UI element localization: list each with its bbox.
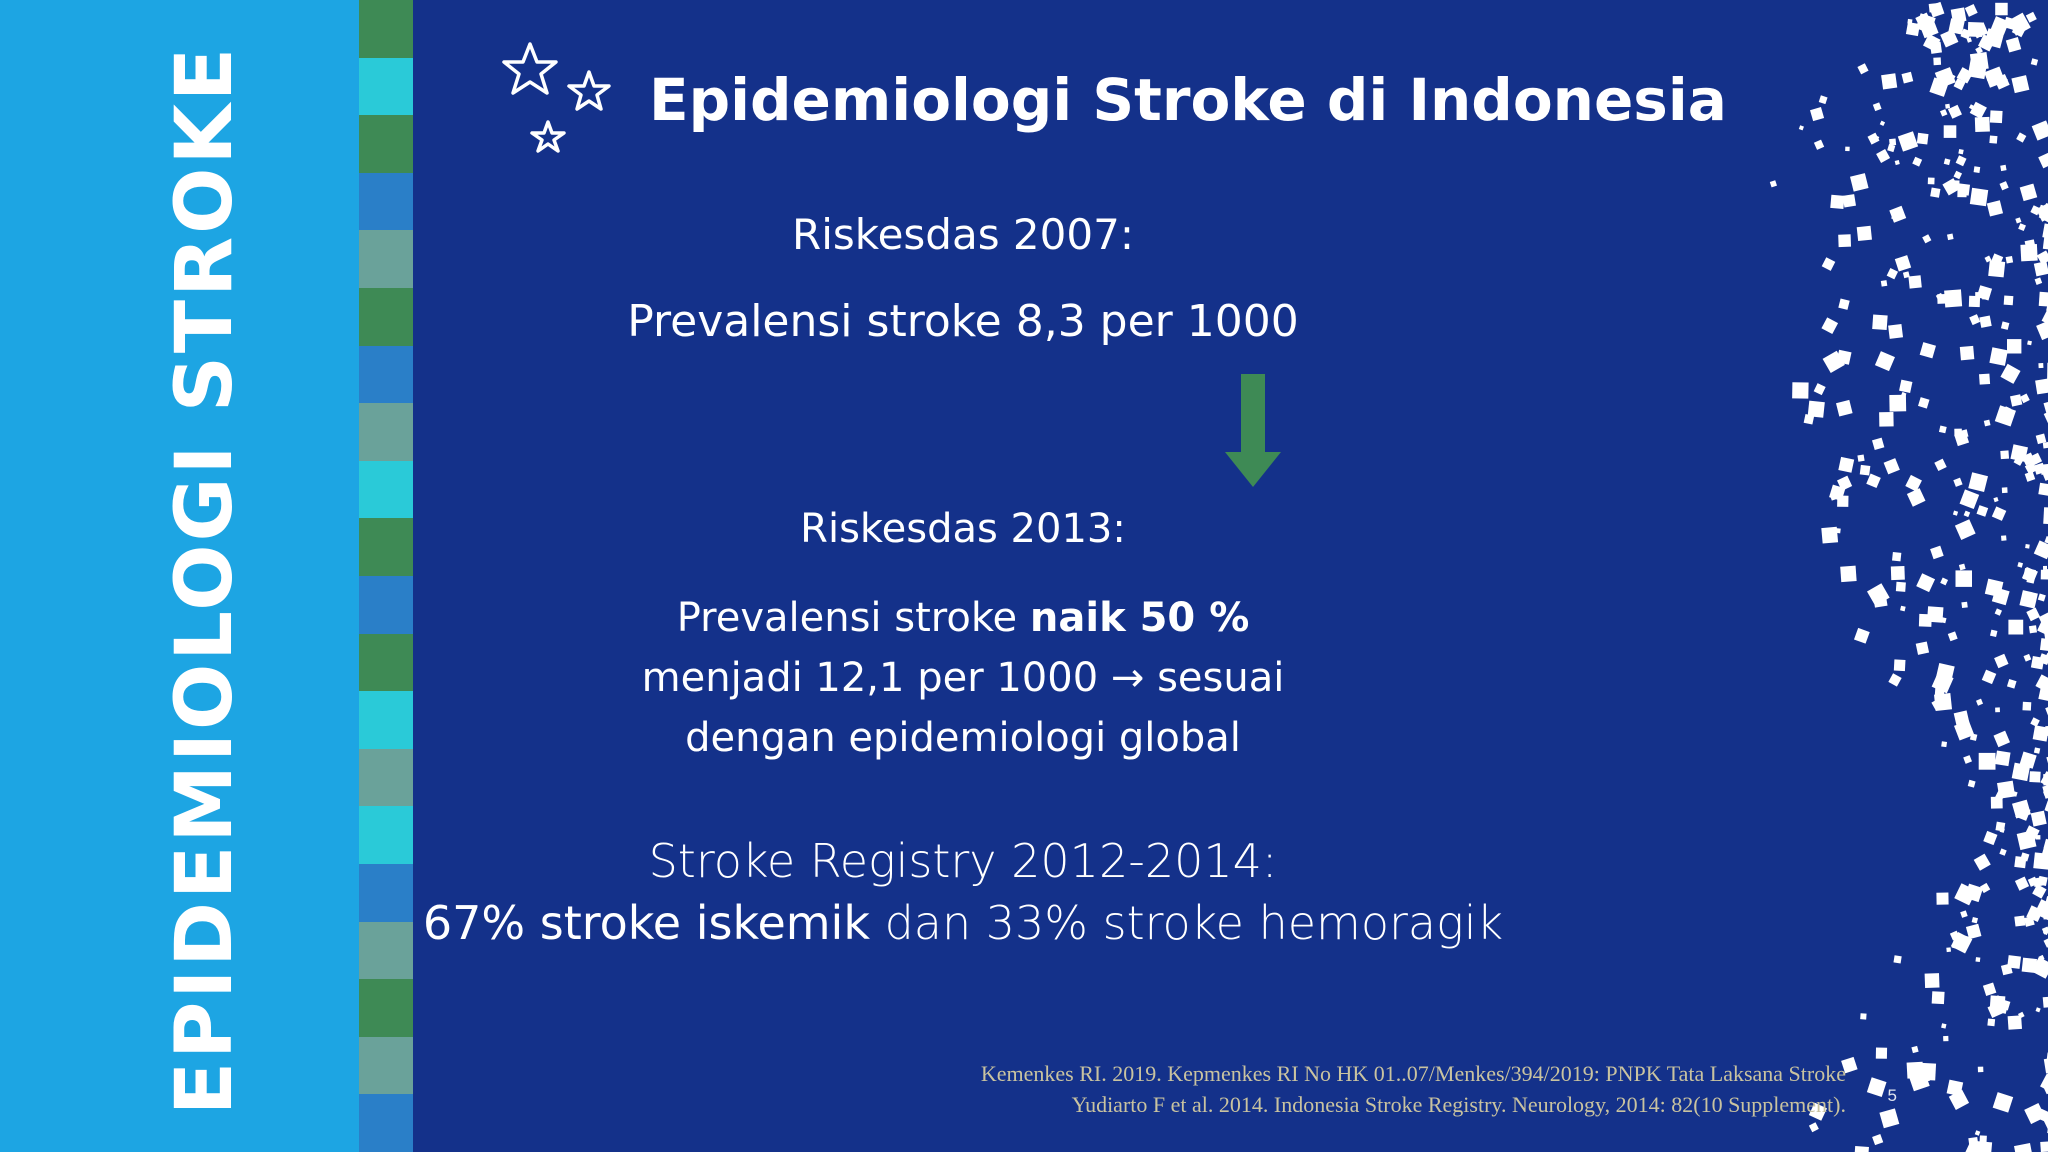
confetti-square <box>2010 394 2022 406</box>
confetti-square <box>1947 1080 1964 1097</box>
riskesdas-2007-heading: Riskesdas 2007: <box>792 210 1134 259</box>
confetti-square <box>1879 412 1894 427</box>
stars-icon <box>493 38 633 168</box>
confetti-square <box>2025 239 2036 250</box>
confetti-square <box>2033 725 2048 741</box>
confetti-square <box>1930 42 1942 54</box>
confetti-square <box>1994 731 2011 748</box>
confetti-square <box>1964 511 1971 518</box>
confetti-square <box>1838 457 1854 473</box>
confetti-square <box>1958 183 1970 195</box>
confetti-square <box>1989 347 2008 366</box>
confetti-square <box>2040 771 2048 788</box>
confetti-square <box>1975 117 1990 132</box>
confetti-square <box>1940 578 1948 586</box>
references <box>981 1058 1846 1120</box>
confetti-square <box>2000 181 2009 190</box>
confetti-square <box>1879 1108 1899 1128</box>
confetti-square <box>1995 751 2011 767</box>
confetti-square <box>1925 973 1940 988</box>
strip-segment <box>359 288 413 346</box>
confetti-square <box>1932 991 1945 1004</box>
confetti-square <box>1868 133 1880 145</box>
confetti-square <box>1974 166 1981 173</box>
confetti-square <box>1891 566 1905 580</box>
confetti-square <box>1947 234 1954 241</box>
page-number: 5 <box>1887 1086 1897 1105</box>
confetti-square <box>2000 450 2009 459</box>
confetti-square <box>1888 324 1903 339</box>
confetti-square <box>1990 630 1997 637</box>
confetti-square <box>1876 149 1890 163</box>
confetti-square <box>1838 299 1849 310</box>
confetti-square <box>1989 136 1997 144</box>
confetti-square <box>2035 378 2048 394</box>
confetti-square <box>1880 121 1885 126</box>
confetti-square <box>1968 1137 1978 1147</box>
confetti-square <box>1792 382 1808 398</box>
confetti-square <box>1946 947 1951 952</box>
confetti-square <box>2011 75 2029 93</box>
strip-segment <box>359 461 413 519</box>
confetti-square <box>1974 854 1991 871</box>
confetti-square <box>1836 400 1853 417</box>
confetti-square <box>1993 1092 2014 1113</box>
confetti-square <box>2040 1141 2048 1152</box>
confetti-square <box>1920 342 1936 358</box>
confetti-square <box>1995 608 2002 615</box>
confetti-square <box>1953 511 1958 516</box>
confetti-square <box>1814 383 1826 395</box>
confetti-square <box>1922 234 1931 243</box>
confetti-square <box>1990 110 2003 123</box>
confetti-square <box>1940 109 1947 116</box>
confetti-square <box>1907 488 1926 507</box>
confetti-square <box>1948 105 1962 119</box>
confetti-square <box>1975 957 1980 962</box>
strip-segment <box>359 576 413 634</box>
confetti-square <box>2016 132 2026 142</box>
color-strip <box>359 0 413 1152</box>
strip-segment <box>359 0 413 58</box>
confetti-square <box>1814 140 1824 150</box>
confetti-square <box>2043 566 2047 570</box>
confetti-square <box>1972 917 1978 923</box>
confetti-square <box>1933 57 1941 65</box>
prevalence-2013-text <box>413 588 1538 768</box>
confetti-square <box>2040 638 2048 651</box>
confetti-square <box>1830 195 1844 209</box>
confetti-square <box>1944 158 1951 165</box>
confetti-square <box>1959 564 1966 571</box>
confetti-square <box>1873 102 1882 111</box>
confetti-square <box>1987 200 2003 216</box>
confetti-square <box>1902 72 1914 84</box>
confetti-square <box>1930 188 1940 198</box>
strip-segment <box>359 1094 413 1152</box>
confetti-square <box>1995 707 2000 712</box>
arrow-down-icon <box>1223 374 1283 489</box>
confetti-square <box>1961 602 1967 608</box>
confetti-square <box>2004 296 2014 306</box>
confetti-square <box>1857 63 1868 74</box>
confetti-square <box>1838 234 1851 247</box>
confetti-square <box>1840 566 1856 582</box>
confetti-square <box>2029 771 2040 782</box>
confetti-square <box>1911 1046 1918 1053</box>
confetti-square <box>2026 12 2037 23</box>
riskesdas-2013-heading: Riskesdas 2013: <box>800 506 1126 552</box>
confetti-square <box>1887 144 1895 152</box>
confetti-square <box>1948 18 1964 34</box>
confetti-square <box>2030 717 2040 727</box>
confetti-square <box>2032 884 2046 898</box>
confetti-square <box>1953 478 1962 487</box>
confetti-square <box>1991 797 2003 809</box>
confetti-square <box>1960 910 1967 917</box>
confetti-square <box>1970 890 1980 900</box>
confetti-square <box>1867 1077 1887 1097</box>
confetti-square <box>2007 679 2017 689</box>
confetti-square <box>2043 507 2048 524</box>
confetti-square <box>1836 528 1841 533</box>
confetti-square <box>2008 1015 2022 1029</box>
confetti-square <box>1918 1063 1936 1081</box>
confetti-square <box>2015 876 2029 890</box>
confetti-square <box>1916 641 1929 654</box>
confetti-square <box>1927 606 1943 622</box>
confetti-square <box>1860 1013 1866 1019</box>
confetti-square <box>1958 149 1963 154</box>
confetti-square <box>1857 455 1864 462</box>
confetti-square <box>2020 184 2038 202</box>
confetti-square <box>2026 607 2040 621</box>
confetti-square <box>2025 544 2030 549</box>
confetti-square <box>1994 654 2008 668</box>
confetti-square <box>1936 892 1948 904</box>
confetti-square <box>1822 257 1836 271</box>
confetti-square <box>1876 1048 1887 1059</box>
confetti-square <box>1889 206 1906 223</box>
strip-segment <box>359 58 413 116</box>
confetti-square <box>2000 364 2020 384</box>
confetti-square <box>2001 535 2007 541</box>
confetti-square <box>1943 1036 1948 1041</box>
confetti-square <box>2038 686 2048 701</box>
confetti-square <box>1955 519 1976 540</box>
confetti-square <box>1821 317 1838 334</box>
confetti-square <box>1896 582 1906 592</box>
prevalence-2013-line3: dengan epidemiologi global <box>685 715 1241 761</box>
confetti-square <box>1872 315 1887 330</box>
confetti-square <box>2034 540 2048 559</box>
confetti-square <box>1866 474 1881 489</box>
confetti-square <box>2044 904 2048 920</box>
prevalence-2013-bold: naik 50 % <box>1029 595 1250 641</box>
confetti-square <box>1945 104 1950 109</box>
confetti-square <box>1881 280 1888 287</box>
confetti-square <box>1928 178 1935 185</box>
confetti-square <box>1977 505 1989 517</box>
confetti-square <box>1940 677 1949 686</box>
confetti-square <box>2036 1007 2041 1012</box>
confetti-square <box>2035 277 2043 285</box>
confetti-square <box>1941 1023 1946 1028</box>
confetti-square <box>2041 570 2048 580</box>
confetti-square <box>1968 22 1983 37</box>
confetti-square <box>2034 747 2040 753</box>
confetti-square <box>1799 125 1804 130</box>
confetti-square <box>2014 1143 2033 1152</box>
confetti-square <box>1821 527 1838 544</box>
prevalence-2013-prefix: Prevalensi stroke <box>676 595 1030 641</box>
confetti-decoration <box>1688 0 2048 1152</box>
confetti-square <box>1953 171 1962 180</box>
strip-segment <box>359 749 413 807</box>
strip-segment <box>359 634 413 692</box>
strip-segment <box>359 173 413 231</box>
confetti-square <box>1895 255 1911 271</box>
confetti-square <box>1888 673 1901 686</box>
confetti-square <box>2027 341 2032 346</box>
confetti-square <box>1982 670 1997 685</box>
reference-2: Yudiarto F et al. 2014. Indonesia Stroke Registry. Neurology, 2014: 82(10 Supplement). <box>1071 1092 1846 1117</box>
strip-segment <box>359 518 413 576</box>
confetti-square <box>1881 73 1897 89</box>
confetti-square <box>2044 1057 2048 1073</box>
confetti-square <box>1965 4 1978 17</box>
confetti-square <box>1944 289 1962 307</box>
confetti-square <box>1995 3 2008 16</box>
confetti-square <box>1993 497 1998 502</box>
confetti-square <box>2044 801 2048 814</box>
confetti-square <box>2034 261 2048 276</box>
confetti-square <box>2038 152 2048 168</box>
confetti-square <box>2024 654 2032 662</box>
confetti-square <box>1916 573 1935 592</box>
confetti-square <box>2022 702 2031 711</box>
confetti-square <box>1956 155 1967 166</box>
confetti-square <box>1970 52 1989 71</box>
confetti-square <box>2033 877 2043 887</box>
strip-segment <box>359 806 413 864</box>
confetti-square <box>2002 487 2008 493</box>
confetti-square <box>1976 699 1983 706</box>
strip-segment <box>359 403 413 461</box>
confetti-square <box>1956 570 1973 587</box>
confetti-square <box>2043 442 2048 448</box>
strip-segment <box>359 979 413 1037</box>
confetti-square <box>1906 22 1920 36</box>
confetti-square <box>2007 955 2021 969</box>
confetti-square <box>1968 780 1976 788</box>
confetti-square <box>2038 483 2048 496</box>
confetti-square <box>2018 223 2026 231</box>
confetti-square <box>2039 292 2048 307</box>
confetti-square <box>2043 996 2048 1007</box>
slide-title: Epidemiologi Stroke di Indonesia <box>649 66 1727 134</box>
confetti-square <box>1917 133 1929 145</box>
confetti-square <box>2006 37 2021 52</box>
strip-segment <box>359 691 413 749</box>
confetti-square <box>2044 937 2048 948</box>
strip-segment <box>359 864 413 922</box>
confetti-square <box>2014 915 2025 926</box>
confetti-square <box>1930 546 1944 560</box>
confetti-square <box>1930 36 1934 40</box>
confetti-square <box>1809 1122 1819 1132</box>
confetti-square <box>2000 165 2006 171</box>
slide-main <box>413 0 2048 1152</box>
registry-heading: Stroke Registry 2012-2014: <box>648 834 1278 888</box>
confetti-square <box>1810 107 1824 121</box>
confetti-square <box>1970 188 1988 206</box>
confetti-square <box>2042 927 2048 935</box>
confetti-square <box>1854 1146 1869 1152</box>
confetti-square <box>2006 256 2014 264</box>
confetti-square <box>2015 217 2021 223</box>
confetti-square <box>2001 321 2009 329</box>
confetti-square <box>1995 405 2016 426</box>
registry-ischemic: 67% stroke iskemik <box>422 896 870 950</box>
confetti-square <box>1987 1019 1995 1027</box>
confetti-square <box>1979 374 1990 385</box>
confetti-square <box>1939 426 1947 434</box>
confetti-square <box>1850 173 1869 192</box>
confetti-square <box>1944 125 1957 138</box>
confetti-square <box>1894 659 1906 671</box>
confetti-square <box>2038 363 2043 368</box>
confetti-square <box>1983 982 1996 995</box>
confetti-square <box>1984 420 1991 427</box>
confetti-square <box>1843 194 1856 207</box>
vertical-section-title: EPIDEMIOLOGI STROKE <box>160 44 250 1116</box>
confetti-square <box>2019 590 2037 608</box>
confetti-square <box>1908 275 1921 288</box>
confetti-square <box>1845 147 1850 152</box>
prevalence-2007-text: Prevalensi stroke 8,3 per 1000 <box>627 296 1299 347</box>
confetti-square <box>1892 552 1901 561</box>
confetti-square <box>1875 351 1895 371</box>
confetti-square <box>1808 401 1825 418</box>
confetti-square <box>1960 489 1980 509</box>
confetti-square <box>2008 620 2023 635</box>
strip-segment <box>359 1037 413 1095</box>
sidebar <box>0 0 359 1152</box>
confetti-square <box>2038 594 2046 602</box>
confetti-square <box>1900 606 1906 612</box>
confetti-square <box>1948 631 1958 641</box>
confetti-square <box>2025 471 2036 482</box>
confetti-square <box>2031 58 2038 65</box>
confetti-square <box>1860 465 1871 476</box>
reference-1: Kemenkes RI. 2019. Kepmenkes RI No HK 01..07/Menkes/394/2019: PNPK Tata Laksana Stroke <box>980 1061 1846 1086</box>
confetti-square <box>1978 1067 1984 1073</box>
confetti-square <box>1999 848 2006 855</box>
strip-segment <box>359 922 413 980</box>
confetti-square <box>1854 628 1870 644</box>
confetti-square <box>1969 296 1980 307</box>
confetti-square <box>1884 458 1900 474</box>
confetti-square <box>1968 472 1988 492</box>
confetti-square <box>1872 438 1884 450</box>
confetti-square <box>1941 741 1947 747</box>
confetti-square <box>1983 831 1997 845</box>
confetti-square <box>1935 688 1945 698</box>
confetti-square <box>1872 1134 1883 1145</box>
strip-segment <box>359 346 413 404</box>
confetti-square <box>1984 321 1988 325</box>
confetti-square <box>2007 339 2021 353</box>
confetti-square <box>1898 131 1918 151</box>
strip-segment <box>359 230 413 288</box>
confetti-square <box>1979 753 1996 770</box>
confetti-square <box>1887 268 1898 279</box>
strip-segment <box>359 115 413 173</box>
confetti-square <box>2017 562 2023 568</box>
confetti-square <box>1893 955 1901 963</box>
confetti-square <box>2031 656 2044 669</box>
confetti-square <box>1912 157 1922 167</box>
confetti-square <box>1899 380 1912 393</box>
confetti-square <box>2029 625 2037 633</box>
confetti-square <box>1895 160 1900 165</box>
confetti-square <box>1975 1130 1981 1136</box>
confetti-square <box>2032 120 2048 140</box>
confetti-square <box>1969 314 1980 325</box>
confetti-square <box>1992 506 2007 521</box>
registry-hemorrhagic: dan 33% stroke hemoragik <box>869 896 1504 950</box>
confetti-square <box>1960 346 1975 361</box>
prevalence-2013-line2: menjadi 12,1 per 1000 → sesuai <box>641 655 1285 701</box>
confetti-square <box>1970 102 1987 119</box>
confetti-square <box>1934 459 1946 471</box>
confetti-square <box>1770 180 1777 187</box>
confetti-square <box>1857 226 1872 241</box>
confetti-square <box>1819 95 1828 104</box>
registry-text <box>413 896 1538 950</box>
confetti-square <box>1963 755 1972 764</box>
confetti-square <box>1997 781 2015 799</box>
confetti-square <box>1918 397 1929 408</box>
confetti-square <box>1889 395 1906 412</box>
